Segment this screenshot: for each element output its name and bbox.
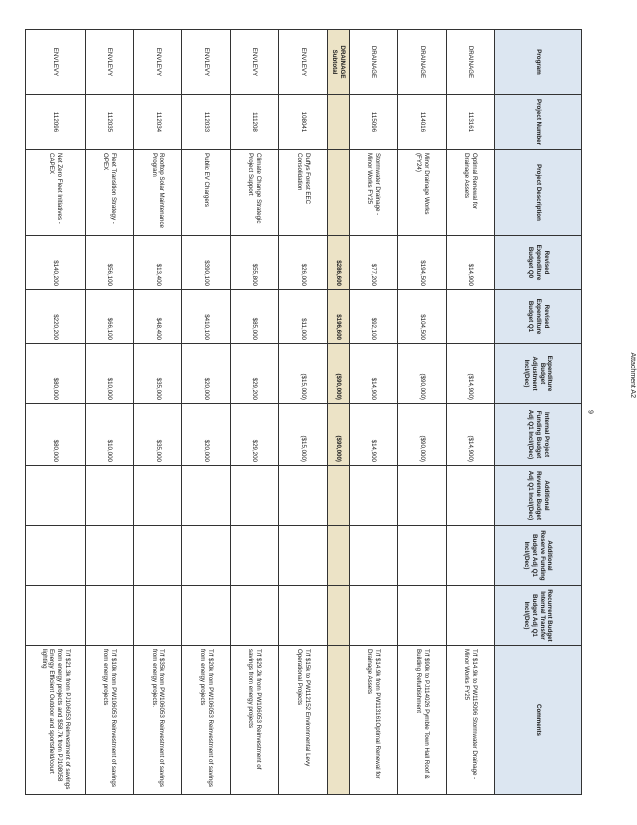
- cell-q0: $286,600: [327, 236, 349, 290]
- cell-comments: T/f $21.3k from PJ106053 Reinvestment of savings from energy projects and $58.7k from PJ108058 Energy Efficient Outdoor and sportsfield/court lighting: [26, 646, 86, 795]
- cell-recurrent: [230, 586, 278, 646]
- cell-adj: $20,000: [182, 344, 230, 404]
- page-number: 9: [586, 410, 594, 414]
- col-header: Internal Project Funding Budget Adj Q1 Incl/(Dec): [495, 404, 582, 466]
- cell-number: 114016: [398, 95, 446, 150]
- cell-description: Duffys Forest EEC Consolidation: [279, 150, 327, 236]
- cell-program: ENVLEVY: [182, 30, 230, 95]
- table-row: [85, 30, 133, 795]
- col-header: Comments: [495, 646, 582, 795]
- cell-revenue: [446, 466, 494, 526]
- cell-program: ENVLEVY: [279, 30, 327, 95]
- col-header: Recurrent Budget Internal Transfer Budget Adj Q1 Incl/(Dec): [495, 586, 582, 646]
- cell-reserve: [230, 526, 278, 586]
- col-header: Revised Expenditure Budget Q1: [495, 290, 582, 344]
- cell-revenue: [230, 466, 278, 526]
- cell-q1: $196,600: [327, 290, 349, 344]
- cell-comments: T/f $10k from PW106053 Reinvestment of savings from energy projects: [85, 646, 133, 795]
- cell-q0: $14,900: [446, 236, 494, 290]
- col-header: Project Number: [495, 95, 582, 150]
- col-header: Revised Expenditure Budget Q0: [495, 236, 582, 290]
- cell-adj: $10,000: [85, 344, 133, 404]
- cell-reserve: [349, 526, 397, 586]
- cell-internal: $80,000: [26, 404, 86, 466]
- cell-number: 112096: [26, 95, 86, 150]
- cell-program: ENVLEVY: [230, 30, 278, 95]
- rotated-table-container: [25, 29, 582, 794]
- table-row: [26, 30, 86, 795]
- cell-q1: $410,100: [182, 290, 230, 344]
- cell-description: Rooftop Solar Maintenance Program: [133, 150, 181, 236]
- cell-internal: ($90,000): [327, 404, 349, 466]
- table-row: [182, 30, 230, 795]
- cell-comments: T/f $29.2k from PW106053 Reinvestment of savings from energy projects: [230, 646, 278, 795]
- cell-number: 113161: [446, 95, 494, 150]
- cell-reserve: [446, 526, 494, 586]
- cell-recurrent: [349, 586, 397, 646]
- cell-description: Fleet Transition Strategy - OPEX: [85, 150, 133, 236]
- table-row: [230, 30, 278, 795]
- header-row: [495, 30, 582, 795]
- cell-adj: ($15,000): [279, 344, 327, 404]
- cell-q0: $390,100: [182, 236, 230, 290]
- cell-q1: [446, 290, 494, 344]
- cell-description: Minor Drainage Works (FY24): [398, 150, 446, 236]
- cell-description: [327, 150, 349, 236]
- cell-reserve: [279, 526, 327, 586]
- cell-comments: T/f $90k to PJ114026 Pymble Town Hall Roof & Building Refurbishment: [398, 646, 446, 795]
- cell-comments: [327, 646, 349, 795]
- col-header: Additional Reserve Funding Budget Adj Q1 Incl/(Dec): [495, 526, 582, 586]
- cell-revenue: [182, 466, 230, 526]
- cell-revenue: [349, 466, 397, 526]
- attachment-label: Attachment A2: [629, 352, 637, 398]
- cell-recurrent: [26, 586, 86, 646]
- cell-number: 112034: [133, 95, 181, 150]
- table-row: [133, 30, 181, 795]
- cell-revenue: [133, 466, 181, 526]
- subtotal-row: [327, 30, 349, 795]
- cell-reserve: [26, 526, 86, 586]
- cell-q1: $48,400: [133, 290, 181, 344]
- cell-reserve: [182, 526, 230, 586]
- cell-adj: $80,000: [26, 344, 86, 404]
- cell-reserve: [85, 526, 133, 586]
- table-row: [398, 30, 446, 795]
- cell-recurrent: [133, 586, 181, 646]
- cell-program: ENVLEVY: [133, 30, 181, 95]
- cell-reserve: [398, 526, 446, 586]
- cell-description: Stormwater Drainage - Minor Works FY25: [349, 150, 397, 236]
- cell-reserve: [327, 526, 349, 586]
- cell-revenue: [279, 466, 327, 526]
- cell-description: Climate Change Strategic Project Support: [230, 150, 278, 236]
- cell-number: 111208: [230, 95, 278, 150]
- cell-recurrent: [182, 586, 230, 646]
- cell-adj: ($90,000): [398, 344, 446, 404]
- cell-program: ENVLEVY: [26, 30, 86, 95]
- cell-q0: $13,400: [133, 236, 181, 290]
- cell-q0: $77,200: [349, 236, 397, 290]
- cell-description: Public EV Chargers: [182, 150, 230, 236]
- cell-q0: $194,500: [398, 236, 446, 290]
- cell-program: DRAINAGE: [398, 30, 446, 95]
- cell-description: Optimal Renewal for Drainage Assets: [446, 150, 494, 236]
- cell-internal: $14,900: [349, 404, 397, 466]
- cell-recurrent: [398, 586, 446, 646]
- cell-q1: $92,100: [349, 290, 397, 344]
- cell-adj: $29,200: [230, 344, 278, 404]
- cell-revenue: [327, 466, 349, 526]
- cell-recurrent: [85, 586, 133, 646]
- cell-q1: $66,100: [85, 290, 133, 344]
- cell-revenue: [26, 466, 86, 526]
- cell-program: DRAINAGE: [349, 30, 397, 95]
- cell-internal: $29,200: [230, 404, 278, 466]
- cell-comments: T/f $20k from PW106053 Reinvestment of savings from energy projects: [182, 646, 230, 795]
- cell-recurrent: [327, 586, 349, 646]
- cell-program: DRAINAGE Subtotal: [327, 30, 349, 95]
- cell-program: ENVLEVY: [85, 30, 133, 95]
- cell-recurrent: [446, 586, 494, 646]
- cell-adj: $35,000: [133, 344, 181, 404]
- cell-internal: ($90,000): [398, 404, 446, 466]
- cell-number: 115096: [349, 95, 397, 150]
- cell-internal: $10,000: [85, 404, 133, 466]
- cell-number: 112035: [85, 95, 133, 150]
- cell-q0: $26,000: [279, 236, 327, 290]
- cell-internal: $35,000: [133, 404, 181, 466]
- col-header: Expenditure Budget Adjustment Incl/(Dec): [495, 344, 582, 404]
- cell-adj: ($90,000): [327, 344, 349, 404]
- cell-internal: $20,000: [182, 404, 230, 466]
- col-header: Additional Revenue Budget Adj Q1 Incl/(Dec): [495, 466, 582, 526]
- cell-comments: T/f $14.9k to PW115096 Stormwater Drainage - Minor Works FY25: [446, 646, 494, 795]
- cell-revenue: [398, 466, 446, 526]
- cell-adj: $14,900: [349, 344, 397, 404]
- cell-q1: $85,000: [230, 290, 278, 344]
- cell-q0: $55,800: [230, 236, 278, 290]
- cell-q1: $104,500: [398, 290, 446, 344]
- cell-q1: $220,200: [26, 290, 86, 344]
- cell-adj: ($14,900): [446, 344, 494, 404]
- cell-comments: T/f $15k to PW112152 Environmental Levy Operational Projects: [279, 646, 327, 795]
- cell-internal: ($15,000): [279, 404, 327, 466]
- table-row: [279, 30, 327, 795]
- cell-program: DRAINAGE: [446, 30, 494, 95]
- cell-revenue: [85, 466, 133, 526]
- cell-number: 108041: [279, 95, 327, 150]
- col-header: Program: [495, 30, 582, 95]
- cell-q1: $11,000: [279, 290, 327, 344]
- cell-reserve: [133, 526, 181, 586]
- table-row: [446, 30, 494, 795]
- table-row: [349, 30, 397, 795]
- budget-table: [25, 29, 582, 795]
- cell-number: 112033: [182, 95, 230, 150]
- col-header: Project Description: [495, 150, 582, 236]
- cell-q0: $56,100: [85, 236, 133, 290]
- cell-q0: $140,200: [26, 236, 86, 290]
- cell-recurrent: [279, 586, 327, 646]
- cell-description: Net Zero Fleet Initiatives - CAPEX: [26, 150, 86, 236]
- cell-comments: T/f $14.9k from PW113161Optimal Renewal for Drainage Assets: [349, 646, 397, 795]
- cell-comments: T/f $35k from PW106053 Reinvestment of savings from energy projects.: [133, 646, 181, 795]
- cell-internal: ($14,900): [446, 404, 494, 466]
- cell-number: [327, 95, 349, 150]
